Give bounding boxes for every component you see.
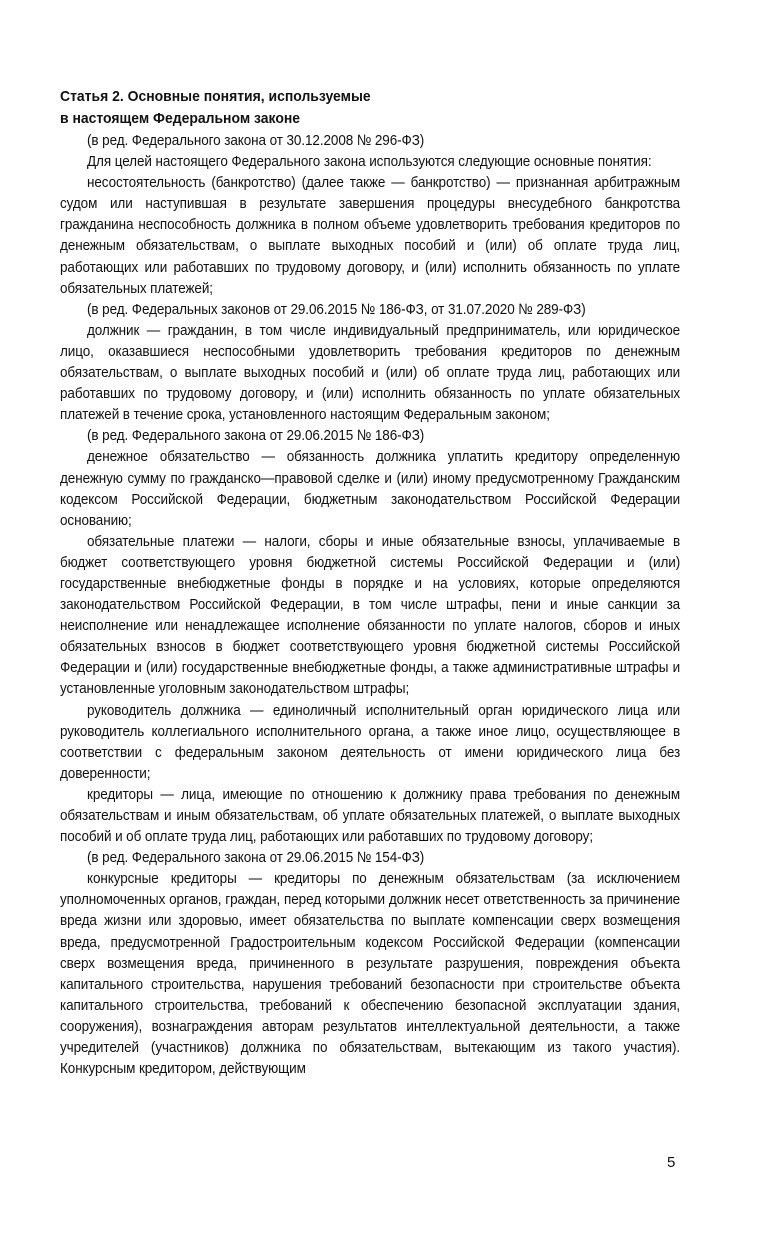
body-paragraph: конкурсные кредиторы — кредиторы по денежным обязательствам (за исключением уполномоченных органов, граждан, перед которыми должник несет ответственность за причинение вреда жизни или здоровью, имеет обязательства по выплате компенсации сверх возмещения вреда, предусмотренной Градостроительным кодексом Российской Федерации (компенсации сверх возмещения вреда, причиненного в результате разрушения, повреждения объекта капитального строительства, нарушения требований безопасности при строительстве объекта капитального строительства, требований к обеспечению безопасной эксплуатации здания, сооружения), вознаграждения авторам результатов интеллектуальной деятельности, а также учредителей (участников) должника по обязательствам, вытекающим из такого участия). Конкурсным кредитором, действующим — [60, 870, 681, 1078]
page-number: 5 — [667, 1154, 676, 1171]
amendment-reference: (в ред. Федерального закона от 29.06.2015 № 154-ФЗ) — [87, 849, 425, 867]
body-paragraph: денежное обязательство — обязанность должника уплатить кредитору определенную денежную сумму по гражданско—правовой сделке и (или) иному предусмотренному Гражданским кодексом Российской Федерации, бюджетным законодательством Российской Федерации основанию; — [60, 448, 681, 529]
body-paragraph: должник — гражданин, в том числе индивидуальный предприниматель, или юридическое лицо, оказавшиеся неспособными удовлетворить требования кредиторов по денежным обязательствам, о выплате выходных пособий и (или) об оплате труда лиц, работающих или работавших по трудовому договору, и (или) исполнить обязанность по уплате обязательных платежей в течение срока, установленного настоящим Федеральным законом; — [60, 321, 681, 424]
body-paragraph: руководитель должника — единоличный исполнительный орган юридического лица или руководитель коллегиального исполнительного органа, а также иное лицо, осуществляющее в соответствии с федеральным законом деятельность от имени юридического лица без доверенности; — [60, 701, 681, 782]
body-paragraph: Для целей настоящего Федерального закона используются следующие основные понятия: — [87, 153, 652, 171]
body-paragraph: несостоятельность (банкротство) (далее также — банкротство) — признанная арбитражным судом или наступившая в результате завершения процедуры внесудебного банкротства гражданина неспособность должника в полном объеме удовлетворить требования кредиторов по денежным обязательствам, о выплате выходных пособий и (или) об оплате труда лиц, работающих или работавших по трудовому договору, и (или) исполнить обязанность по уплате обязательных платежей; — [60, 174, 681, 297]
body-paragraph: кредиторы — лица, имеющие по отношению к должнику права требования по денежным обязательствам и иным обязательствам, об уплате обязательных платежей, о выплате выходных пособий и об оплате труда лиц, работающих или работавших по трудовому договору; — [60, 785, 681, 846]
page-content — [60, 86, 680, 1079]
article-title-line-2: в настоящем Федеральном законе — [60, 110, 301, 127]
article-title-line-1: Статья 2. Основные понятия, используемые — [60, 88, 371, 105]
article-title — [60, 86, 683, 130]
article-body — [60, 130, 680, 1079]
amendment-reference: (в ред. Федеральных законов от 29.06.2015 № 186-ФЗ, от 31.07.2020 № 289-ФЗ) — [87, 300, 586, 318]
amendment-reference: (в ред. Федерального закона от 29.06.2015 № 186-ФЗ) — [87, 427, 425, 445]
body-paragraph: обязательные платежи — налоги, сборы и иные обязательные взносы, уплачиваемые в бюджет соответствующего уровня бюджетной системы Российской Федерации и (или) государственные внебюджетные фонды в порядке и на условиях, которые определяются законодательством Российской Федерации, в том числе штрафы, пени и иные санкции за неисполнение или ненадлежащее исполнение обязанности по уплате налогов, сборов и иных обязательных взносов в бюджет соответствующего уровня бюджетной системы Российской Федерации и (или) государственные внебюджетные фонды, а также административные штрафы и установленные уголовным законодательством штрафы; — [60, 532, 681, 698]
amendment-reference: (в ред. Федерального закона от 30.12.2008 № 296-ФЗ) — [87, 132, 425, 149]
